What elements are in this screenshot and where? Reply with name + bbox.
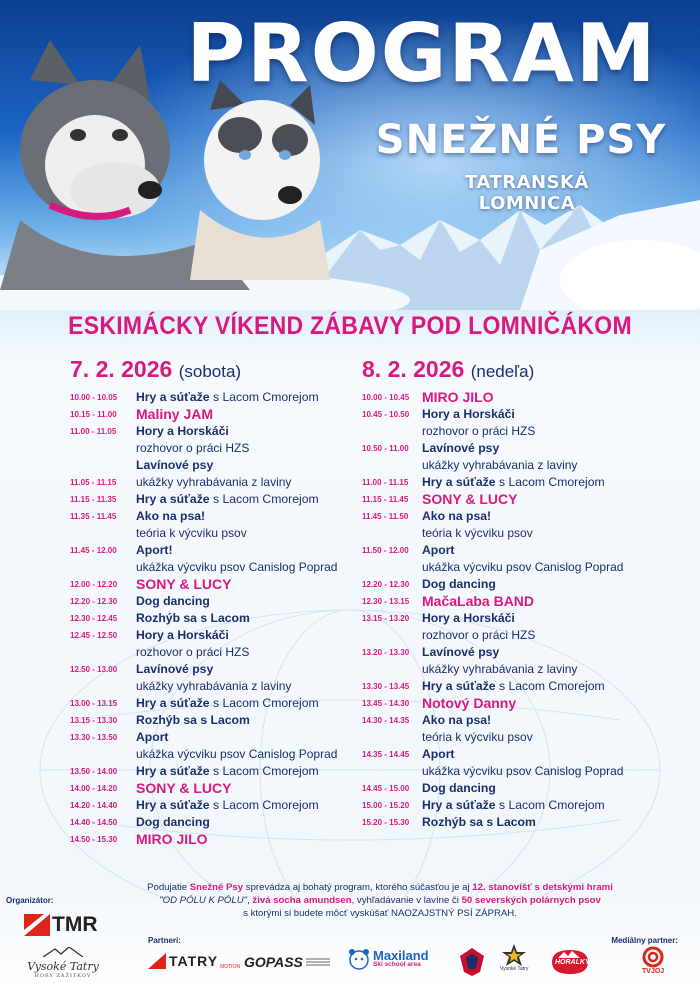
star-emblem-icon	[502, 944, 526, 966]
schedule-item	[70, 491, 360, 508]
schedule-item	[70, 406, 360, 423]
schedule-item-title-text: Rozhýb sa s Lacom	[136, 611, 250, 625]
horalky-logo	[550, 948, 590, 976]
schedule-item	[70, 542, 360, 576]
schedule-item-title	[136, 576, 360, 593]
schedule-item-time: 12.00 - 12.20	[70, 580, 118, 589]
schedule-item-body	[422, 644, 682, 678]
schedule-item-title	[136, 797, 360, 814]
tmr-logo	[24, 913, 116, 937]
schedule-item-title	[422, 610, 682, 627]
tatry-motion-mark-icon	[148, 953, 166, 969]
schedule-item	[362, 491, 682, 508]
schedule-item-body	[136, 542, 360, 576]
schedule-item-host: s Lacom Cmorejom	[209, 696, 319, 710]
schedule-item	[70, 627, 360, 661]
vysoke-tatry-small-logo	[500, 944, 528, 972]
maxiland-sub-text: Ski school area	[373, 961, 421, 969]
schedule-item-body	[136, 712, 360, 729]
schedule-item-description: teória k výcviku psov	[422, 526, 533, 540]
schedule-item-time: 14.45 - 15.00	[362, 784, 410, 793]
note-text-4: , vyhľadávanie v lavíne či	[351, 895, 462, 906]
event-name: SNEŽNÉ PSY	[375, 117, 667, 163]
schedule-item	[362, 780, 682, 797]
day-2-events	[362, 389, 682, 831]
schedule-item-time: 13.00 - 13.15	[70, 699, 118, 708]
schedule-item-title-text: SONY & LUCY	[422, 491, 518, 507]
schedule-item-title-text: Aport!	[136, 543, 173, 557]
schedule-item-time: 11.00 - 11.15	[362, 478, 409, 487]
vysoke-tatry-small-text: Vysoké Tatry	[500, 966, 529, 972]
schedule-item-title	[136, 457, 360, 474]
gopass-logo	[244, 954, 330, 970]
schedule-item-time: 11.00 - 11.05	[70, 427, 117, 436]
tatry-text: TATRY	[169, 953, 219, 969]
tmr-logo-text: TMR	[52, 913, 98, 936]
day-2-weekday: (nedeľa)	[470, 362, 535, 381]
schedule-item-description: ukážky vyhrabávania z laviny	[422, 458, 578, 472]
tatry-motion-logo	[148, 952, 240, 970]
schedule-item-time: 13.15 - 13.30	[70, 716, 118, 725]
schedule-item-description: rozhovor o práci HZS	[422, 424, 536, 438]
note-text-3: ,	[247, 895, 253, 906]
schedule-item-title-text: SONY & LUCY	[136, 780, 232, 796]
schedule-item	[362, 593, 682, 610]
schedule-item-host: s Lacom Cmorejom	[495, 798, 605, 812]
schedule-item-body	[136, 627, 360, 661]
schedule-item-title	[422, 406, 682, 423]
event-location: TATRANSKÁ LOMNICA	[465, 172, 589, 214]
schedule-item-description: rozhovor o práci HZS	[422, 628, 536, 642]
note-highlight-1: 12. stanovíšť s detskými hrami	[472, 882, 613, 893]
maxiland-mascot-icon	[348, 948, 370, 970]
schedule-item-title	[136, 508, 360, 525]
schedule-item-body	[422, 508, 682, 542]
schedule-item-title-text: Rozhýb sa s Lacom	[136, 713, 250, 727]
schedule-item-title	[136, 542, 360, 559]
schedule-item-title-text: Hry a súťaže	[422, 798, 496, 812]
partners-bar	[148, 936, 678, 986]
schedule-item	[70, 831, 360, 848]
schedule-item-title	[136, 814, 360, 831]
schedule-item-time: 13.15 - 13.20	[362, 614, 410, 623]
schedule-item-title	[422, 712, 682, 729]
schedule-item	[362, 576, 682, 593]
schedule-item-time: 13.50 - 14.00	[70, 767, 118, 776]
schedule-item-time: 12.30 - 13.15	[362, 597, 410, 606]
schedule-item-body	[136, 389, 360, 406]
schedule-item-time: 13.45 - 14.30	[362, 699, 410, 708]
schedule-item	[70, 610, 360, 627]
schedule-item-body	[422, 610, 682, 644]
schedule-item-description: ukážky vyhrabávania z laviny	[136, 475, 292, 489]
schedule-item-body	[422, 593, 682, 610]
schedule-item-time: 10.50 - 11.00	[362, 444, 409, 453]
day-1-date: 7. 2. 2026	[70, 356, 173, 382]
schedule-item-body	[422, 712, 682, 746]
schedule-item-title	[136, 695, 360, 712]
schedule-item-title	[422, 440, 682, 457]
schedule-item-title-text: Lavínové psy	[136, 458, 214, 472]
schedule-item-title	[136, 831, 360, 848]
schedule-item-title-text: Hry a súťaže	[422, 475, 496, 489]
schedule-item-title-text: Ako na psa!	[422, 713, 492, 727]
schedule-item-title-text: Hory a Horskáči	[136, 628, 229, 642]
schedule-item	[70, 780, 360, 797]
schedule-item-body	[136, 695, 360, 712]
schedule-item-title-text: Hry a súťaže	[136, 492, 210, 506]
tmr-mark-icon	[24, 914, 50, 936]
schedule-item-time: 14.35 - 14.45	[362, 750, 410, 759]
vysoke-tatry-sub: HORY ZÁŽITKOV	[34, 973, 92, 979]
schedule-item-time: 12.30 - 12.45	[70, 614, 118, 623]
schedule-item-title-text: Hory a Horskáči	[422, 611, 515, 625]
schedule-item-title	[136, 780, 360, 797]
schedule-item-body	[422, 797, 682, 814]
day-2-date: 8. 2. 2026	[362, 356, 465, 382]
schedule-item-title-text: Dog dancing	[136, 815, 210, 829]
schedule-item-title-text: Dog dancing	[136, 594, 210, 608]
schedule-item-body	[136, 831, 360, 848]
schedule-item-title-text: Ako na psa!	[422, 509, 492, 523]
schedule-item	[70, 695, 360, 712]
note-brand: Snežné Psy	[189, 882, 244, 893]
schedule-item-host: s Lacom Cmorejom	[209, 798, 319, 812]
schedule-item-title-text: Aport	[422, 747, 455, 761]
schedule-item-time: 13.30 - 13.50	[70, 733, 118, 742]
schedule-item	[362, 644, 682, 678]
gopass-text: GOPASS	[244, 954, 303, 970]
schedule-item-body	[136, 593, 360, 610]
partners-label: Partneri:	[148, 936, 181, 945]
schedule-item	[362, 746, 682, 780]
horalky-text: HORALKY	[555, 959, 590, 966]
schedule-item-title	[422, 678, 682, 695]
schedule-item-title	[136, 627, 360, 644]
note-highlight-2: živá socha amundsen	[252, 895, 352, 906]
note-text-2: sprevádza aj bohatý program, ktorého súčasťou je aj	[243, 882, 473, 893]
schedule-item-title	[136, 763, 360, 780]
schedule-item-body	[422, 389, 682, 406]
schedule-item-title	[422, 644, 682, 661]
schedule-item-description: ukážka výcviku psov Canislog Poprad	[422, 560, 624, 574]
schedule-item-body	[136, 780, 360, 797]
schedule-item-body	[136, 576, 360, 593]
schedule-item-time: 12.20 - 12.30	[70, 597, 118, 606]
schedule-day-2	[362, 356, 682, 831]
schedule-item	[70, 661, 360, 695]
schedule-item-title-text: Ako na psa!	[136, 509, 206, 523]
schedule-item	[362, 610, 682, 644]
schedule-item	[70, 729, 360, 763]
schedule-item-title	[422, 746, 682, 763]
schedule-item-title-text: Lavínové psy	[422, 645, 500, 659]
schedule-item-title-text: Aport	[422, 543, 455, 557]
schedule-item-title-text: Rozhýb sa s Lacom	[422, 815, 536, 829]
schedule-item-title	[136, 491, 360, 508]
organizer-label: Organizátor:	[6, 896, 54, 905]
schedule-item-time: 15.00 - 15.20	[362, 801, 410, 810]
organizer-block	[6, 896, 116, 979]
schedule-item-body	[136, 729, 360, 763]
schedule-item	[70, 814, 360, 831]
schedule-item-body	[136, 423, 360, 457]
schedule-item-description: rozhovor o práci HZS	[136, 441, 250, 455]
schedule-item-time: 13.30 - 13.45	[362, 682, 410, 691]
schedule-day-1	[70, 356, 360, 848]
schedule-item-title	[136, 661, 360, 678]
schedule-item	[362, 389, 682, 406]
schedule-item-time: 11.50 - 12.00	[362, 546, 409, 555]
schedule-item-time: 10.00 - 10.05	[70, 393, 118, 402]
schedule-item-body	[422, 576, 682, 593]
schedule-item-body	[136, 474, 360, 491]
schedule-item	[362, 814, 682, 831]
schedule-item-body	[136, 763, 360, 780]
mountain-rescue-emblem-icon	[460, 948, 484, 976]
schedule-item-body	[136, 406, 360, 423]
schedule-item-body	[136, 508, 360, 542]
schedule-item-time: 11.45 - 12.00	[70, 546, 117, 555]
schedule-item-time: 14.50 - 15.30	[70, 835, 118, 844]
schedule-item-body	[136, 814, 360, 831]
schedule-item-title-text: Maliny JAM	[136, 406, 214, 422]
schedule-item-title	[136, 593, 360, 610]
note-highlight-3: 50 severských polárnych psov	[461, 895, 601, 906]
schedule-item	[362, 440, 682, 474]
schedule-item	[70, 593, 360, 610]
schedule-item-host: s Lacom Cmorejom	[209, 390, 319, 404]
vysoke-tatry-logo	[20, 947, 106, 979]
day-2-heading	[362, 356, 682, 383]
schedule-item-description: ukážka výcviku psov Canislog Poprad	[422, 764, 624, 778]
schedule-item	[362, 406, 682, 440]
schedule-item-body	[422, 440, 682, 474]
day-1-events	[70, 389, 360, 848]
schedule-item-description: ukážky vyhrabávania z laviny	[422, 662, 578, 676]
schedule-item	[70, 457, 360, 474]
schedule-item-time: 15.20 - 15.30	[362, 818, 410, 827]
schedule-item-title-text: Hry a súťaže	[136, 696, 210, 710]
schedule-item-body	[136, 661, 360, 695]
schedule-item-time: 14.00 - 14.20	[70, 784, 118, 793]
media-partner-label: Mediálny partner:	[611, 936, 678, 945]
schedule-item-time: 11.15 - 11.45	[362, 495, 409, 504]
day-1-heading	[70, 356, 360, 383]
schedule-item-title	[136, 406, 360, 423]
tatry-sub-text: MOTION	[220, 964, 241, 970]
schedule-item-time: 11.15 - 11.35	[70, 495, 117, 504]
schedule-item-body	[136, 491, 360, 508]
schedule-item-time: 10.00 - 10.45	[362, 393, 410, 402]
schedule-item-body	[422, 780, 682, 797]
schedule-item-title-text: SONY & LUCY	[136, 576, 232, 592]
tvjoj-spiral-icon	[642, 946, 664, 968]
schedule-item	[362, 712, 682, 746]
schedule-item-time: 12.20 - 12.30	[362, 580, 410, 589]
schedule-item-title-text: Hry a súťaže	[136, 764, 210, 778]
schedule-item	[70, 576, 360, 593]
schedule-item-title-text: Aport	[136, 730, 169, 744]
schedule-item-title	[422, 797, 682, 814]
schedule-item-body	[422, 474, 682, 491]
schedule-item-body	[422, 542, 682, 576]
schedule-item-title-text: MIRO JILO	[136, 831, 208, 847]
note-text-5: s ktorými si budete môcť vyskúšať NAOZAJSTNÝ PSÍ ZÁPRAH.	[243, 908, 517, 919]
schedule-item-host: s Lacom Cmorejom	[209, 764, 319, 778]
schedule-item-time: 14.40 - 14.50	[70, 818, 118, 827]
schedule-item-description: ukážka výcviku psov Canislog Poprad	[136, 560, 338, 574]
schedule-item-time: 10.15 - 11.00	[70, 410, 117, 419]
schedule-item-title	[422, 474, 682, 491]
schedule-item-title-text: Notový Danny	[422, 695, 517, 711]
schedule-item	[362, 508, 682, 542]
schedule-item-host: s Lacom Cmorejom	[209, 492, 319, 506]
schedule-item-title	[422, 780, 682, 797]
schedule-item-title-text: Hory a Horskáči	[422, 407, 515, 421]
schedule-item-time	[70, 457, 136, 461]
schedule-item	[362, 542, 682, 576]
schedule-item-title-text: Dog dancing	[422, 781, 496, 795]
tvjoj-logo	[642, 946, 664, 975]
day-1-weekday: (sobota)	[178, 362, 242, 381]
schedule-item-title-text: Dog dancing	[422, 577, 496, 591]
schedule-item-time: 12.50 - 13.00	[70, 665, 118, 674]
schedule-item-body	[422, 814, 682, 831]
schedule-item-description: teória k výcviku psov	[136, 526, 247, 540]
tvjoj-text: TVJOJ	[642, 968, 665, 975]
schedule-item-body	[136, 457, 360, 474]
schedule-item-title	[136, 389, 360, 406]
schedule-item-time: 13.20 - 13.30	[362, 648, 410, 657]
schedule-item-time: 14.30 - 14.35	[362, 716, 410, 725]
note-quote: "OD PÓLU K PÓLU"	[159, 895, 248, 906]
schedule-item-title	[422, 814, 682, 831]
schedule-item-description: ukážka výcviku psov Canislog Poprad	[136, 747, 338, 761]
schedule-item-body	[136, 610, 360, 627]
schedule-item-title	[422, 593, 682, 610]
schedule-item-title	[136, 712, 360, 729]
schedule-item-body	[422, 406, 682, 440]
schedule-item-title-text: Hry a súťaže	[422, 679, 496, 693]
schedule-item-body	[136, 797, 360, 814]
schedule-item-description: rozhovor o práci HZS	[136, 645, 250, 659]
schedule-item-title	[422, 508, 682, 525]
schedule-item-description: teória k výcviku psov	[422, 730, 533, 744]
schedule-item-body	[422, 695, 682, 712]
schedule-item-host: s Lacom Cmorejom	[495, 475, 605, 489]
schedule-item	[362, 474, 682, 491]
schedule-item-title	[422, 542, 682, 559]
schedule-item-title-text: Hry a súťaže	[136, 390, 210, 404]
gopass-lines-icon	[306, 957, 330, 967]
schedule-item-body	[422, 491, 682, 508]
schedule-item-title-text: MIRO JILO	[422, 389, 494, 405]
schedule-item	[70, 389, 360, 406]
schedule-item	[70, 423, 360, 457]
maxiland-text: Maxiland	[373, 948, 429, 964]
vysoke-tatry-text: Vysoké Tatry	[27, 960, 99, 973]
schedule-item	[362, 797, 682, 814]
schedule-item-title	[422, 576, 682, 593]
schedule-item-title	[422, 491, 682, 508]
schedule-item-title	[422, 695, 682, 712]
schedule-item-body	[422, 678, 682, 695]
maxiland-logo	[348, 948, 429, 970]
schedule-item-time: 11.35 - 11.45	[70, 512, 117, 521]
schedule-item	[70, 474, 360, 491]
schedule-item-title	[136, 423, 360, 440]
schedule-item-host: s Lacom Cmorejom	[495, 679, 605, 693]
schedule-item	[70, 712, 360, 729]
poster-title: PROGRAM	[186, 7, 658, 100]
schedule-item-description: ukážky vyhrabávania z laviny	[136, 679, 292, 693]
schedule-item-time: 14.20 - 14.40	[70, 801, 118, 810]
schedule-item	[70, 763, 360, 780]
schedule-item-title-text: MačaLaba BAND	[422, 593, 535, 609]
schedule-item-time: 11.05 - 11.15	[70, 478, 117, 487]
schedule-item	[70, 797, 360, 814]
schedule-item-title	[422, 389, 682, 406]
schedule-item-body	[422, 746, 682, 780]
event-headline: ESKIMÁCKY VÍKEND ZÁBAVY POD LOMNIČÁKOM	[68, 312, 632, 340]
white-husky-illustration	[190, 80, 330, 280]
schedule-item-title-text: Hry a súťaže	[136, 798, 210, 812]
schedule-item-title-text: Hory a Horskáči	[136, 424, 229, 438]
schedule-item-title	[136, 610, 360, 627]
program-note	[120, 881, 640, 920]
note-text-1: Podujatie	[147, 882, 190, 893]
schedule-item-title-text: Lavínové psy	[422, 441, 500, 455]
schedule-item-time: 10.45 - 10.50	[362, 410, 410, 419]
schedule-item-time: 11.45 - 11.50	[362, 512, 409, 521]
schedule-item	[70, 508, 360, 542]
schedule-item	[362, 695, 682, 712]
mountain-peaks-icon	[43, 947, 83, 957]
schedule-item-title-text: Lavínové psy	[136, 662, 214, 676]
schedule-item-time: 12.45 - 12.50	[70, 631, 118, 640]
schedule-item	[362, 678, 682, 695]
hero-banner	[0, 0, 700, 300]
schedule-item-title	[136, 729, 360, 746]
